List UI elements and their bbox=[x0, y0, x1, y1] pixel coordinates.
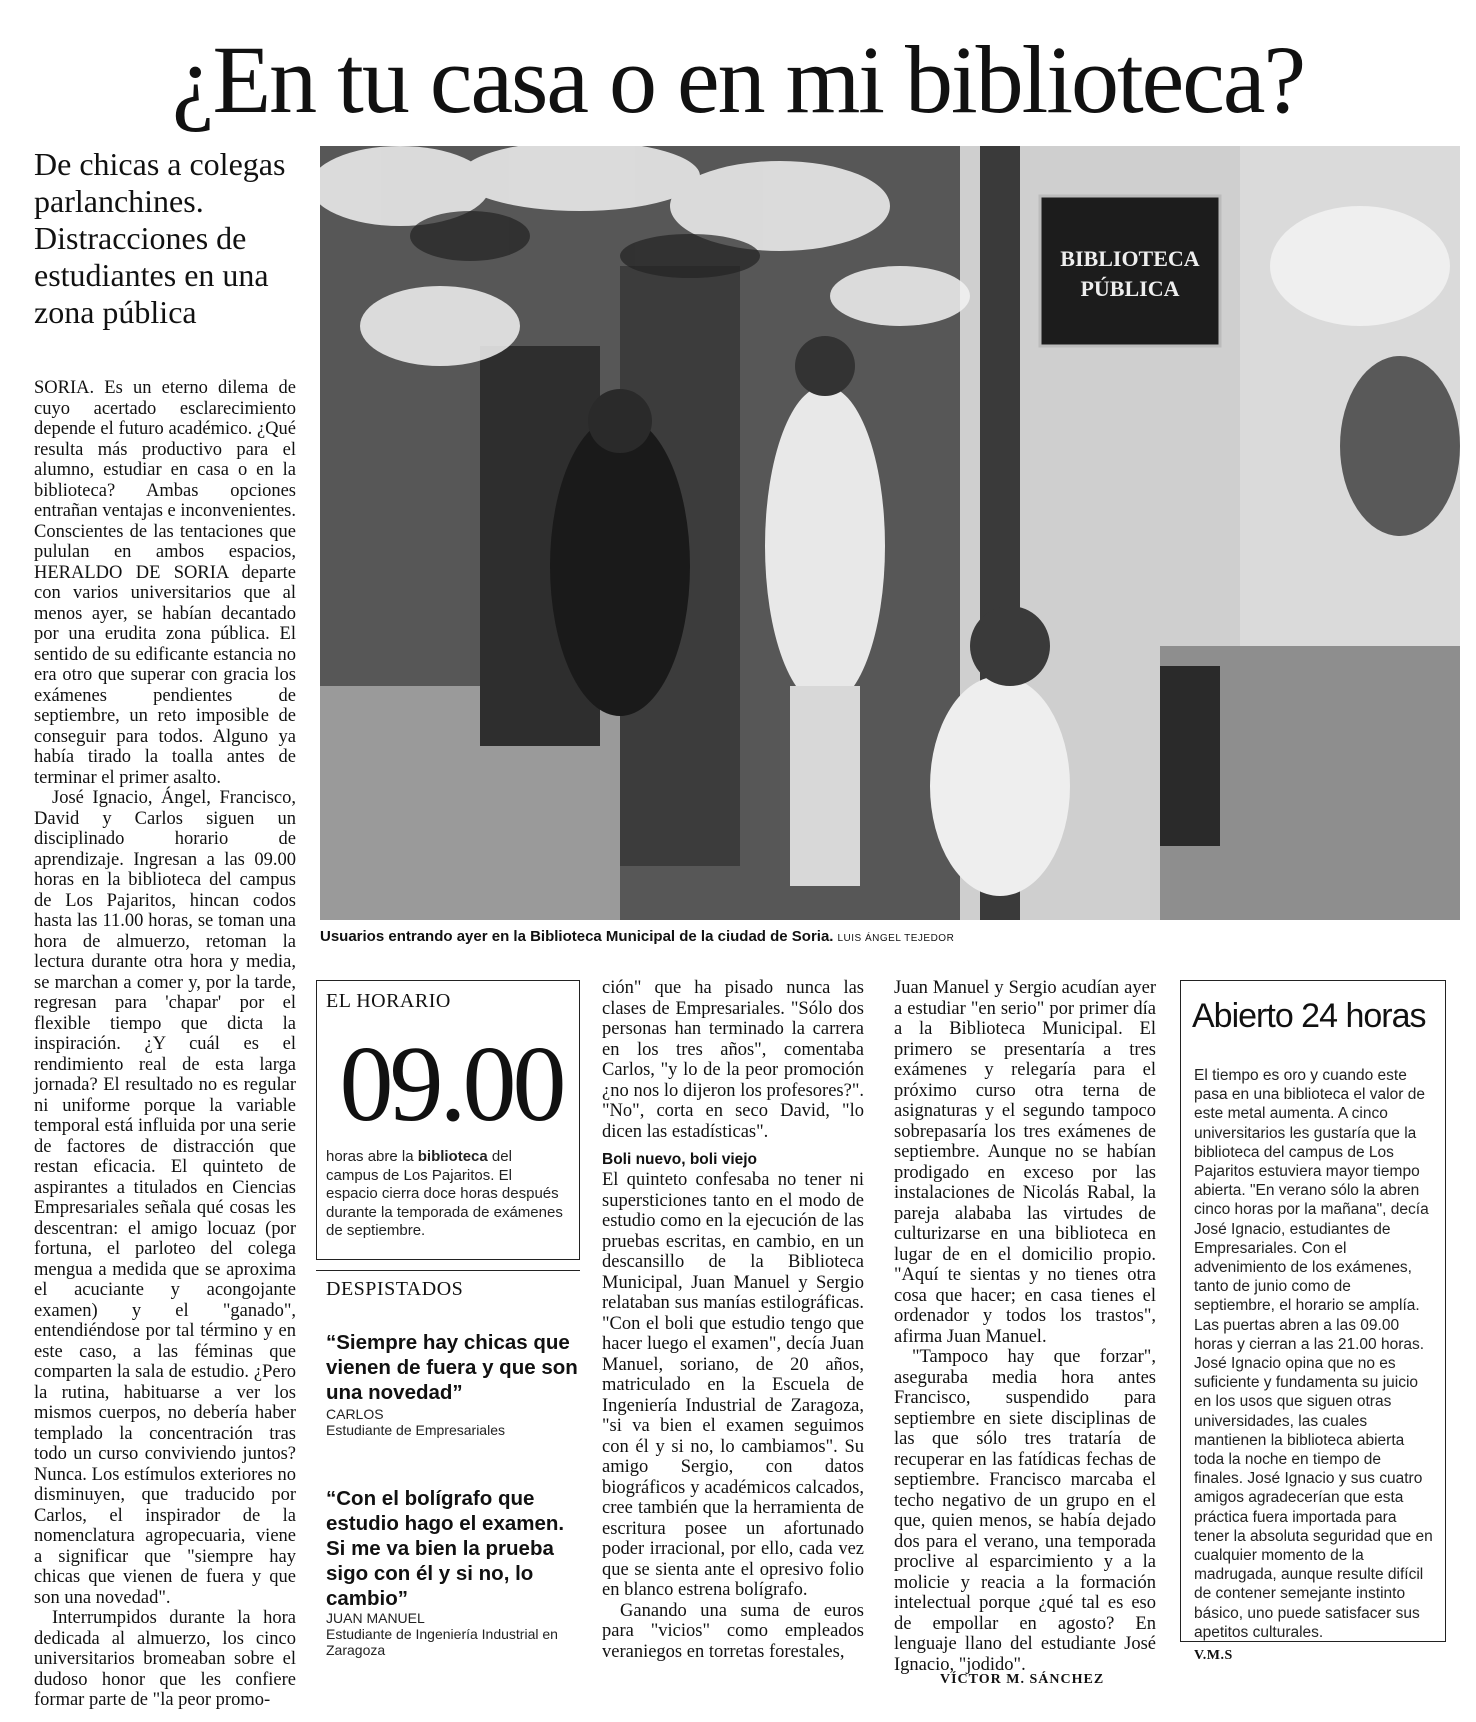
horario-text-post: del campus de Los Pajaritos. El espacio cierra doce horas después durante la temporada de exámenes de septiembre. bbox=[326, 1148, 563, 1239]
article-column-3 bbox=[602, 978, 864, 1662]
sidebar-signature: V.M.S bbox=[1194, 1648, 1233, 1663]
paragraph: El quinteto confesaba no tener ni supersticiones tanto en el modo de estudio como en la ejecución de las pruebas escritas, en cambio, en un descansillo de la Biblioteca Municipal, Juan Manuel y Sergio relataban sus manías estilográficas. "Con el boli que estudio tengo que hacer luego el examen", decía Juan Manuel, soriano, de 20 años, matriculado en la Escuela de Ingeniería Industrial de Zaragoza, "si va bien el examen seguimos con él y si no, lo cambiamos". Su amigo Sergio, con datos biográficos y académicos calcados, cree también que la herramienta de escritura posee un afortunado poder irracional, por ello, cada vez que se sienta ante el opresivo folio en blanco estrena bolígrafo. bbox=[602, 1170, 864, 1600]
horario-kicker: EL HORARIO bbox=[326, 990, 451, 1012]
paragraph: Ganando una suma de euros para "vicios" como empleados veraniegos en torretas forestales, bbox=[602, 1600, 864, 1662]
caption-text: Usuarios entrando ayer en la Biblioteca Municipal de la ciudad de Soria. bbox=[320, 928, 834, 945]
byline: VÍCTOR M. SÁNCHEZ bbox=[940, 1672, 1105, 1687]
horario-text-bold: biblioteca bbox=[417, 1148, 488, 1165]
quote-2-name: JUAN MANUEL bbox=[326, 1610, 425, 1626]
quote-1-name: CARLOS bbox=[326, 1406, 384, 1422]
sign-text-line1: BIBLIOTECA bbox=[1060, 246, 1200, 271]
horario-text-pre: horas abre la bbox=[326, 1148, 418, 1165]
paragraph: ción" que ha pisado nunca las clases de Empresariales. "Sólo dos personas han terminado la carrera en los tres años", comentaba Carlos, "y lo de la peor promoción ¿no nos lo dijeron los profesores?". "No", corta en seco David, "lo dicen las estadísticas". bbox=[602, 978, 864, 1142]
paragraph: "Tampoco hay que forzar", aseguraba media hora antes Francisco, suspendido para septiembre en siete disciplinas de las que sólo tres trataría de recuperar en las fatídicas fechas de septiembre. Francisco marcaba el techo negativo de un grupo en el que, quien menos, se había dejado dos para el verano, una temporada proclive al esparcimiento y a la molicie y reacia a la formación intelectual porque ¿qué tal es eso de empollar en agosto? En lenguaje llano del estudiante José Ignacio, "jodido". bbox=[894, 1347, 1156, 1675]
horario-big-number: 09.00 bbox=[339, 1025, 563, 1144]
article-column-1 bbox=[34, 378, 296, 1711]
quote-2-attribution bbox=[326, 1610, 586, 1658]
photo-caption bbox=[320, 928, 1460, 945]
pull-quote-2: “Con el bolígrafo que estudio hago el examen. Si me va bien la prueba sigo con él y si no, lo cambio” bbox=[326, 1487, 565, 1610]
horario-text bbox=[326, 1148, 566, 1241]
quote-1-attribution bbox=[326, 1406, 586, 1438]
article-column-4 bbox=[894, 978, 1156, 1675]
headline: ¿En tu casa o en mi biblioteca? bbox=[171, 26, 1305, 133]
photo-credit: LUIS ÁNGEL TEJEDOR bbox=[837, 933, 955, 944]
subheadline: De chicas a colegas parlanchines. Distracciones de estudiantes en una zona pública bbox=[34, 146, 286, 330]
paragraph: SORIA. Es un eterno dilema de cuyo acertado esclarecimiento depende el futuro académico. ¿Qué resulta más productivo para el alumno, estudiar en casa o en la biblioteca? Ambas opciones entrañan ventajas e inconvenientes. Conscientes de las tentaciones que pululan en ambos espacios, HERALDO DE SORIA departe con varios universitarios que al menos ayer, se habían decantado por una erudita zona pública. El sentido de su edificante estancia no era otro que superar con gracia los exámenes pendientes de septiembre, un reto imposible de conseguir para todos. Alguno ya había tirado la toalla antes de terminar el primer asalto. bbox=[34, 378, 296, 788]
pull-quote-1: “Siempre hay chicas que vienen de fuera y que son una novedad” bbox=[326, 1331, 578, 1404]
quote-1-role: Estudiante de Empresariales bbox=[326, 1422, 505, 1438]
news-photo bbox=[320, 146, 1460, 920]
paragraph: José Ignacio, Ángel, Francisco, David y Carlos siguen un disciplinado horario de aprendizaje. Ingresan a las 09.00 horas en la biblioteca del campus de Los Pajaritos, hincan codos hasta las 11.00 horas, se toman una hora de almuerzo, retoman la lectura durante otra hora y media, se marchan a comer y, por la tarde, regresan para 'chapar' por el flexible tiempo que dicta la inspiración. ¿Y cuál es el rendimiento real de esta larga jornada? El resultado no es regular ni uniforme porque la variable temporal está influida por una serie de factores de distracción que restan eficacia. El quinteto de aspirantes a titulados en Ciencias Empresariales señala qué cosas les descentran: el amigo locuaz (por fortuna, el parloteo del colega mengua a medida que se aproxima el acuciante y acongojante examen) y el "ganado", entendiéndose por tal término y en este caso, a las féminas que comparten la sala de estudio. ¿Pero la rutina, habituarse a ver los mismos cuerpos, no debería haber templado la concentración tras todo un curso conviviendo juntos? Nunca. Los estímulos exteriores no disminuyen, que traducido por Carlos, el inspirador de la nomenclatura agropecuaria, viene a significar que "siempre hay chicas que vienen de fuera y que son una novedad". bbox=[34, 788, 296, 1608]
paragraph: Interrumpidos durante la hora dedicada al almuerzo, los cinco universitarios bromeaban sobre el dudoso honor que les confiere formar parte de "la peor promo- bbox=[34, 1608, 296, 1710]
sidebar-text: El tiempo es oro y cuando este pasa en una biblioteca el valor de este metal aumenta. A cinco universitarios les gustaría que la biblioteca del campus de Los Pajaritos estuviera mayor tiempo abierta. "En verano sólo la abren cinco horas por la mañana", decía José Ignacio, estudiantes de Empresariales. Con el advenimiento de los exámenes, tanto de junio como de septiembre, el horario se amplía. Las puertas abren a las 09.00 horas y cierran a las 21.00 horas. José Ignacio opina que no es suficiente y fundamenta su juicio en los usos que siguen otras universidades, las cuales mantienen la biblioteca abierta toda la noche en tiempo de finales. José Ignacio y sus cuatro amigos agradecerían que esta práctica fuera importada para tener la absoluta seguridad que en cualquier momento de la madrugada, aunque resulte difícil de contener semejante instinto básico, uno puede satisfacer sus apetitos culturales. bbox=[1194, 1067, 1433, 1641]
despistados-kicker: DESPISTADOS bbox=[326, 1278, 464, 1300]
sign-text-line2: PÚBLICA bbox=[1080, 276, 1180, 301]
photo-illustration bbox=[320, 146, 1460, 920]
quote-2-role: Estudiante de Ingeniería Industrial en Zaragoza bbox=[326, 1626, 558, 1658]
section-heading: Boli nuevo, boli viejo bbox=[602, 1151, 758, 1168]
paragraph: Juan Manuel y Sergio acudían ayer a estudiar "en serio" por primer día a la Biblioteca Municipal. El primero se presentaría a tres exámenes y relegaría para el próximo curso otra terna de asignaturas y el segundo tampoco sobrepasaría los tres exámenes de septiembre. Aunque no se habían prodigado en exceso por las instalaciones de Nicolás Rabal, la pareja alababa las virtudes de culturizarse en una biblioteca en lugar de en el domicilio propio. "Aquí te sientas y no tienes otra cosa que hacer; en casa tienes el ordenador y todos los trastos", afirma Juan Manuel. bbox=[894, 978, 1156, 1347]
divider bbox=[316, 1270, 580, 1271]
sidebar-title: Abierto 24 horas bbox=[1192, 997, 1426, 1035]
